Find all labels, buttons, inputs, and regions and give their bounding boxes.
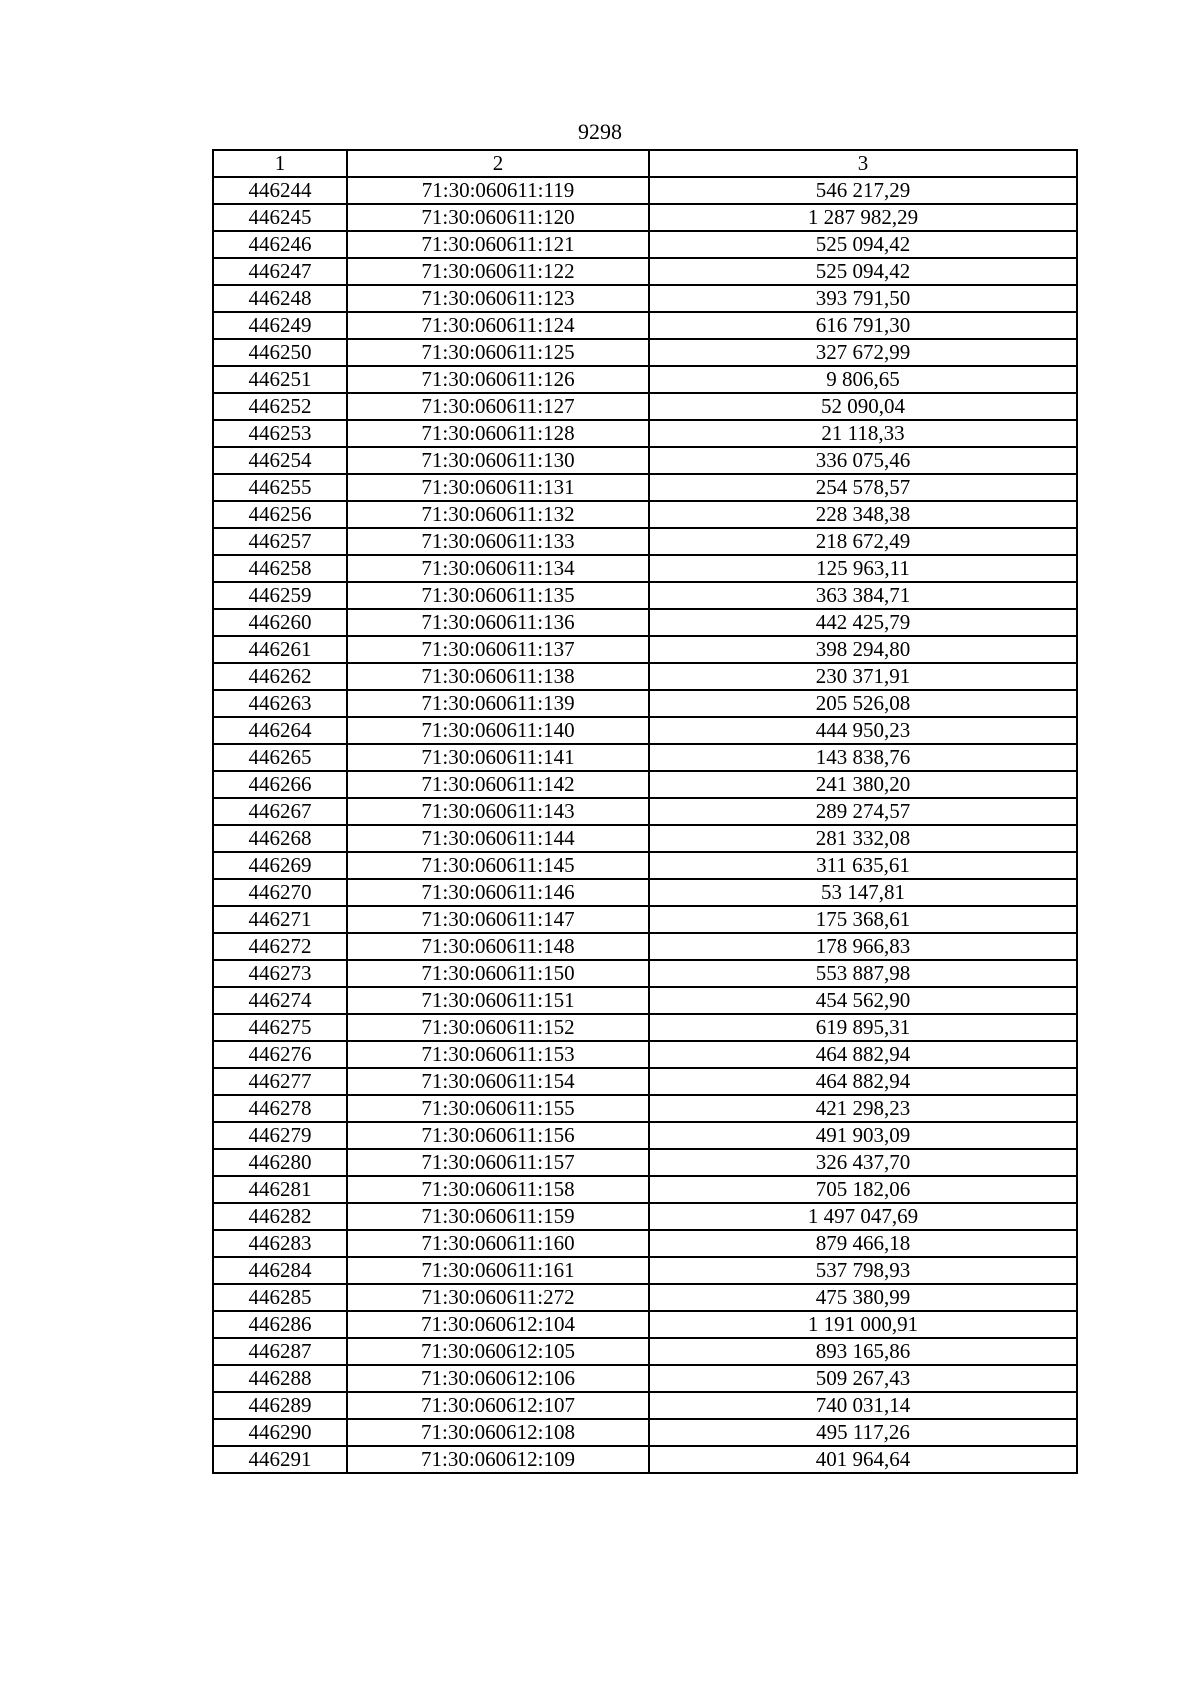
cadastral-number-cell: 71:30:060611:151 xyxy=(347,987,649,1014)
value-cell: 9 806,65 xyxy=(649,366,1077,393)
cadastral-number-cell: 71:30:060611:136 xyxy=(347,609,649,636)
row-number-cell: 446275 xyxy=(213,1014,347,1041)
header-row xyxy=(213,150,1077,177)
value-cell: 52 090,04 xyxy=(649,393,1077,420)
row-number-cell: 446269 xyxy=(213,852,347,879)
cadastral-number-cell: 71:30:060611:127 xyxy=(347,393,649,420)
value-cell: 553 887,98 xyxy=(649,960,1077,987)
value-cell: 454 562,90 xyxy=(649,987,1077,1014)
table-row xyxy=(213,177,1077,204)
table-row xyxy=(213,906,1077,933)
table-row xyxy=(213,1122,1077,1149)
table-row xyxy=(213,771,1077,798)
value-cell: 311 635,61 xyxy=(649,852,1077,879)
row-number-cell: 446270 xyxy=(213,879,347,906)
table-row xyxy=(213,366,1077,393)
value-cell: 475 380,99 xyxy=(649,1284,1077,1311)
value-cell: 393 791,50 xyxy=(649,285,1077,312)
value-cell: 740 031,14 xyxy=(649,1392,1077,1419)
table-row xyxy=(213,1257,1077,1284)
row-number-cell: 446281 xyxy=(213,1176,347,1203)
value-cell: 241 380,20 xyxy=(649,771,1077,798)
value-cell: 509 267,43 xyxy=(649,1365,1077,1392)
row-number-cell: 446262 xyxy=(213,663,347,690)
value-cell: 281 332,08 xyxy=(649,825,1077,852)
row-number-cell: 446248 xyxy=(213,285,347,312)
table-row xyxy=(213,285,1077,312)
cadastral-number-cell: 71:30:060611:145 xyxy=(347,852,649,879)
value-cell: 525 094,42 xyxy=(649,258,1077,285)
value-cell: 705 182,06 xyxy=(649,1176,1077,1203)
value-cell: 289 274,57 xyxy=(649,798,1077,825)
cadastral-number-cell: 71:30:060611:131 xyxy=(347,474,649,501)
table-row xyxy=(213,1041,1077,1068)
row-number-cell: 446255 xyxy=(213,474,347,501)
cadastral-number-cell: 71:30:060611:152 xyxy=(347,1014,649,1041)
cadastral-number-cell: 71:30:060611:121 xyxy=(347,231,649,258)
value-cell: 546 217,29 xyxy=(649,177,1077,204)
cadastral-number-cell: 71:30:060611:146 xyxy=(347,879,649,906)
table-row xyxy=(213,1176,1077,1203)
table-row xyxy=(213,717,1077,744)
header-cell-2: 2 xyxy=(347,150,649,177)
cadastral-number-cell: 71:30:060612:109 xyxy=(347,1446,649,1473)
row-number-cell: 446274 xyxy=(213,987,347,1014)
row-number-cell: 446279 xyxy=(213,1122,347,1149)
table-row xyxy=(213,1014,1077,1041)
table-row xyxy=(213,582,1077,609)
value-cell: 444 950,23 xyxy=(649,717,1077,744)
value-cell: 363 384,71 xyxy=(649,582,1077,609)
page-number: 9298 xyxy=(578,119,622,144)
table-row xyxy=(213,825,1077,852)
table-row xyxy=(213,447,1077,474)
row-number-cell: 446283 xyxy=(213,1230,347,1257)
value-cell: 53 147,81 xyxy=(649,879,1077,906)
table-row xyxy=(213,555,1077,582)
cadastral-number-cell: 71:30:060611:160 xyxy=(347,1230,649,1257)
row-number-cell: 446263 xyxy=(213,690,347,717)
cadastral-number-cell: 71:30:060611:125 xyxy=(347,339,649,366)
value-cell: 254 578,57 xyxy=(649,474,1077,501)
row-number-cell: 446252 xyxy=(213,393,347,420)
cadastral-number-cell: 71:30:060612:104 xyxy=(347,1311,649,1338)
row-number-cell: 446245 xyxy=(213,204,347,231)
cadastral-number-cell: 71:30:060611:155 xyxy=(347,1095,649,1122)
header-cell-3: 3 xyxy=(649,150,1077,177)
value-cell: 537 798,93 xyxy=(649,1257,1077,1284)
row-number-cell: 446277 xyxy=(213,1068,347,1095)
data-table xyxy=(212,149,1078,1474)
cadastral-number-cell: 71:30:060612:107 xyxy=(347,1392,649,1419)
cadastral-number-cell: 71:30:060611:138 xyxy=(347,663,649,690)
table-row xyxy=(213,879,1077,906)
row-number-cell: 446280 xyxy=(213,1149,347,1176)
cadastral-number-cell: 71:30:060611:130 xyxy=(347,447,649,474)
header-cell-1: 1 xyxy=(213,150,347,177)
cadastral-number-cell: 71:30:060611:154 xyxy=(347,1068,649,1095)
row-number-cell: 446285 xyxy=(213,1284,347,1311)
table-row xyxy=(213,1284,1077,1311)
value-cell: 327 672,99 xyxy=(649,339,1077,366)
value-cell: 178 966,83 xyxy=(649,933,1077,960)
value-cell: 1 191 000,91 xyxy=(649,1311,1077,1338)
value-cell: 442 425,79 xyxy=(649,609,1077,636)
value-cell: 336 075,46 xyxy=(649,447,1077,474)
table-row xyxy=(213,231,1077,258)
row-number-cell: 446276 xyxy=(213,1041,347,1068)
table-row xyxy=(213,204,1077,231)
cadastral-number-cell: 71:30:060611:133 xyxy=(347,528,649,555)
table-row xyxy=(213,960,1077,987)
row-number-cell: 446256 xyxy=(213,501,347,528)
table-row xyxy=(213,636,1077,663)
cadastral-number-cell: 71:30:060611:144 xyxy=(347,825,649,852)
table-row xyxy=(213,852,1077,879)
table-row xyxy=(213,987,1077,1014)
table-row xyxy=(213,1149,1077,1176)
cadastral-number-cell: 71:30:060611:134 xyxy=(347,555,649,582)
cadastral-number-cell: 71:30:060612:105 xyxy=(347,1338,649,1365)
cadastral-number-cell: 71:30:060611:272 xyxy=(347,1284,649,1311)
row-number-cell: 446264 xyxy=(213,717,347,744)
row-number-cell: 446246 xyxy=(213,231,347,258)
cadastral-number-cell: 71:30:060612:106 xyxy=(347,1365,649,1392)
value-cell: 464 882,94 xyxy=(649,1068,1077,1095)
cadastral-number-cell: 71:30:060611:148 xyxy=(347,933,649,960)
row-number-cell: 446258 xyxy=(213,555,347,582)
value-cell: 228 348,38 xyxy=(649,501,1077,528)
cadastral-number-cell: 71:30:060611:128 xyxy=(347,420,649,447)
row-number-cell: 446251 xyxy=(213,366,347,393)
table-row xyxy=(213,609,1077,636)
row-number-cell: 446257 xyxy=(213,528,347,555)
table-row xyxy=(213,1230,1077,1257)
value-cell: 21 118,33 xyxy=(649,420,1077,447)
cadastral-number-cell: 71:30:060611:158 xyxy=(347,1176,649,1203)
row-number-cell: 446261 xyxy=(213,636,347,663)
cadastral-number-cell: 71:30:060611:156 xyxy=(347,1122,649,1149)
table-row xyxy=(213,501,1077,528)
row-number-cell: 446273 xyxy=(213,960,347,987)
row-number-cell: 446272 xyxy=(213,933,347,960)
table-row xyxy=(213,339,1077,366)
table-row xyxy=(213,393,1077,420)
row-number-cell: 446253 xyxy=(213,420,347,447)
row-number-cell: 446247 xyxy=(213,258,347,285)
value-cell: 525 094,42 xyxy=(649,231,1077,258)
table-row xyxy=(213,1095,1077,1122)
value-cell: 125 963,11 xyxy=(649,555,1077,582)
data-table-container xyxy=(212,149,1078,1474)
table-row xyxy=(213,474,1077,501)
value-cell: 619 895,31 xyxy=(649,1014,1077,1041)
table-row xyxy=(213,1311,1077,1338)
table-row xyxy=(213,1338,1077,1365)
cadastral-number-cell: 71:30:060611:157 xyxy=(347,1149,649,1176)
table-row xyxy=(213,528,1077,555)
value-cell: 495 117,26 xyxy=(649,1419,1077,1446)
table-row xyxy=(213,312,1077,339)
value-cell: 398 294,80 xyxy=(649,636,1077,663)
value-cell: 218 672,49 xyxy=(649,528,1077,555)
table-row xyxy=(213,933,1077,960)
row-number-cell: 446260 xyxy=(213,609,347,636)
value-cell: 421 298,23 xyxy=(649,1095,1077,1122)
table-row xyxy=(213,1392,1077,1419)
value-cell: 1 287 982,29 xyxy=(649,204,1077,231)
cadastral-number-cell: 71:30:060611:141 xyxy=(347,744,649,771)
row-number-cell: 446259 xyxy=(213,582,347,609)
cadastral-number-cell: 71:30:060611:124 xyxy=(347,312,649,339)
table-row xyxy=(213,258,1077,285)
row-number-cell: 446254 xyxy=(213,447,347,474)
cadastral-number-cell: 71:30:060611:140 xyxy=(347,717,649,744)
table-row xyxy=(213,798,1077,825)
cadastral-number-cell: 71:30:060611:123 xyxy=(347,285,649,312)
cadastral-number-cell: 71:30:060611:126 xyxy=(347,366,649,393)
row-number-cell: 446265 xyxy=(213,744,347,771)
value-cell: 230 371,91 xyxy=(649,663,1077,690)
cadastral-number-cell: 71:30:060611:122 xyxy=(347,258,649,285)
value-cell: 143 838,76 xyxy=(649,744,1077,771)
row-number-cell: 446289 xyxy=(213,1392,347,1419)
table-row xyxy=(213,1068,1077,1095)
value-cell: 616 791,30 xyxy=(649,312,1077,339)
cadastral-number-cell: 71:30:060611:119 xyxy=(347,177,649,204)
value-cell: 879 466,18 xyxy=(649,1230,1077,1257)
table-row xyxy=(213,1365,1077,1392)
row-number-cell: 446284 xyxy=(213,1257,347,1284)
cadastral-number-cell: 71:30:060611:120 xyxy=(347,204,649,231)
row-number-cell: 446282 xyxy=(213,1203,347,1230)
row-number-cell: 446290 xyxy=(213,1419,347,1446)
table-row xyxy=(213,663,1077,690)
row-number-cell: 446271 xyxy=(213,906,347,933)
row-number-cell: 446244 xyxy=(213,177,347,204)
value-cell: 175 368,61 xyxy=(649,906,1077,933)
row-number-cell: 446278 xyxy=(213,1095,347,1122)
value-cell: 326 437,70 xyxy=(649,1149,1077,1176)
cadastral-number-cell: 71:30:060612:108 xyxy=(347,1419,649,1446)
cadastral-number-cell: 71:30:060611:159 xyxy=(347,1203,649,1230)
table-row xyxy=(213,744,1077,771)
row-number-cell: 446267 xyxy=(213,798,347,825)
table-row xyxy=(213,1446,1077,1473)
value-cell: 401 964,64 xyxy=(649,1446,1077,1473)
cadastral-number-cell: 71:30:060611:153 xyxy=(347,1041,649,1068)
cadastral-number-cell: 71:30:060611:147 xyxy=(347,906,649,933)
value-cell: 464 882,94 xyxy=(649,1041,1077,1068)
value-cell: 893 165,86 xyxy=(649,1338,1077,1365)
row-number-cell: 446250 xyxy=(213,339,347,366)
cadastral-number-cell: 71:30:060611:137 xyxy=(347,636,649,663)
table-row xyxy=(213,1203,1077,1230)
cadastral-number-cell: 71:30:060611:143 xyxy=(347,798,649,825)
row-number-cell: 446268 xyxy=(213,825,347,852)
table-header xyxy=(213,150,1077,177)
cadastral-number-cell: 71:30:060611:132 xyxy=(347,501,649,528)
cadastral-number-cell: 71:30:060611:142 xyxy=(347,771,649,798)
row-number-cell: 446291 xyxy=(213,1446,347,1473)
table-row xyxy=(213,420,1077,447)
value-cell: 491 903,09 xyxy=(649,1122,1077,1149)
cadastral-number-cell: 71:30:060611:161 xyxy=(347,1257,649,1284)
table-body xyxy=(213,177,1077,1473)
table-row xyxy=(213,1419,1077,1446)
cadastral-number-cell: 71:30:060611:135 xyxy=(347,582,649,609)
row-number-cell: 446249 xyxy=(213,312,347,339)
row-number-cell: 446288 xyxy=(213,1365,347,1392)
value-cell: 205 526,08 xyxy=(649,690,1077,717)
table-row xyxy=(213,690,1077,717)
row-number-cell: 446286 xyxy=(213,1311,347,1338)
cadastral-number-cell: 71:30:060611:150 xyxy=(347,960,649,987)
row-number-cell: 446287 xyxy=(213,1338,347,1365)
row-number-cell: 446266 xyxy=(213,771,347,798)
value-cell: 1 497 047,69 xyxy=(649,1203,1077,1230)
cadastral-number-cell: 71:30:060611:139 xyxy=(347,690,649,717)
